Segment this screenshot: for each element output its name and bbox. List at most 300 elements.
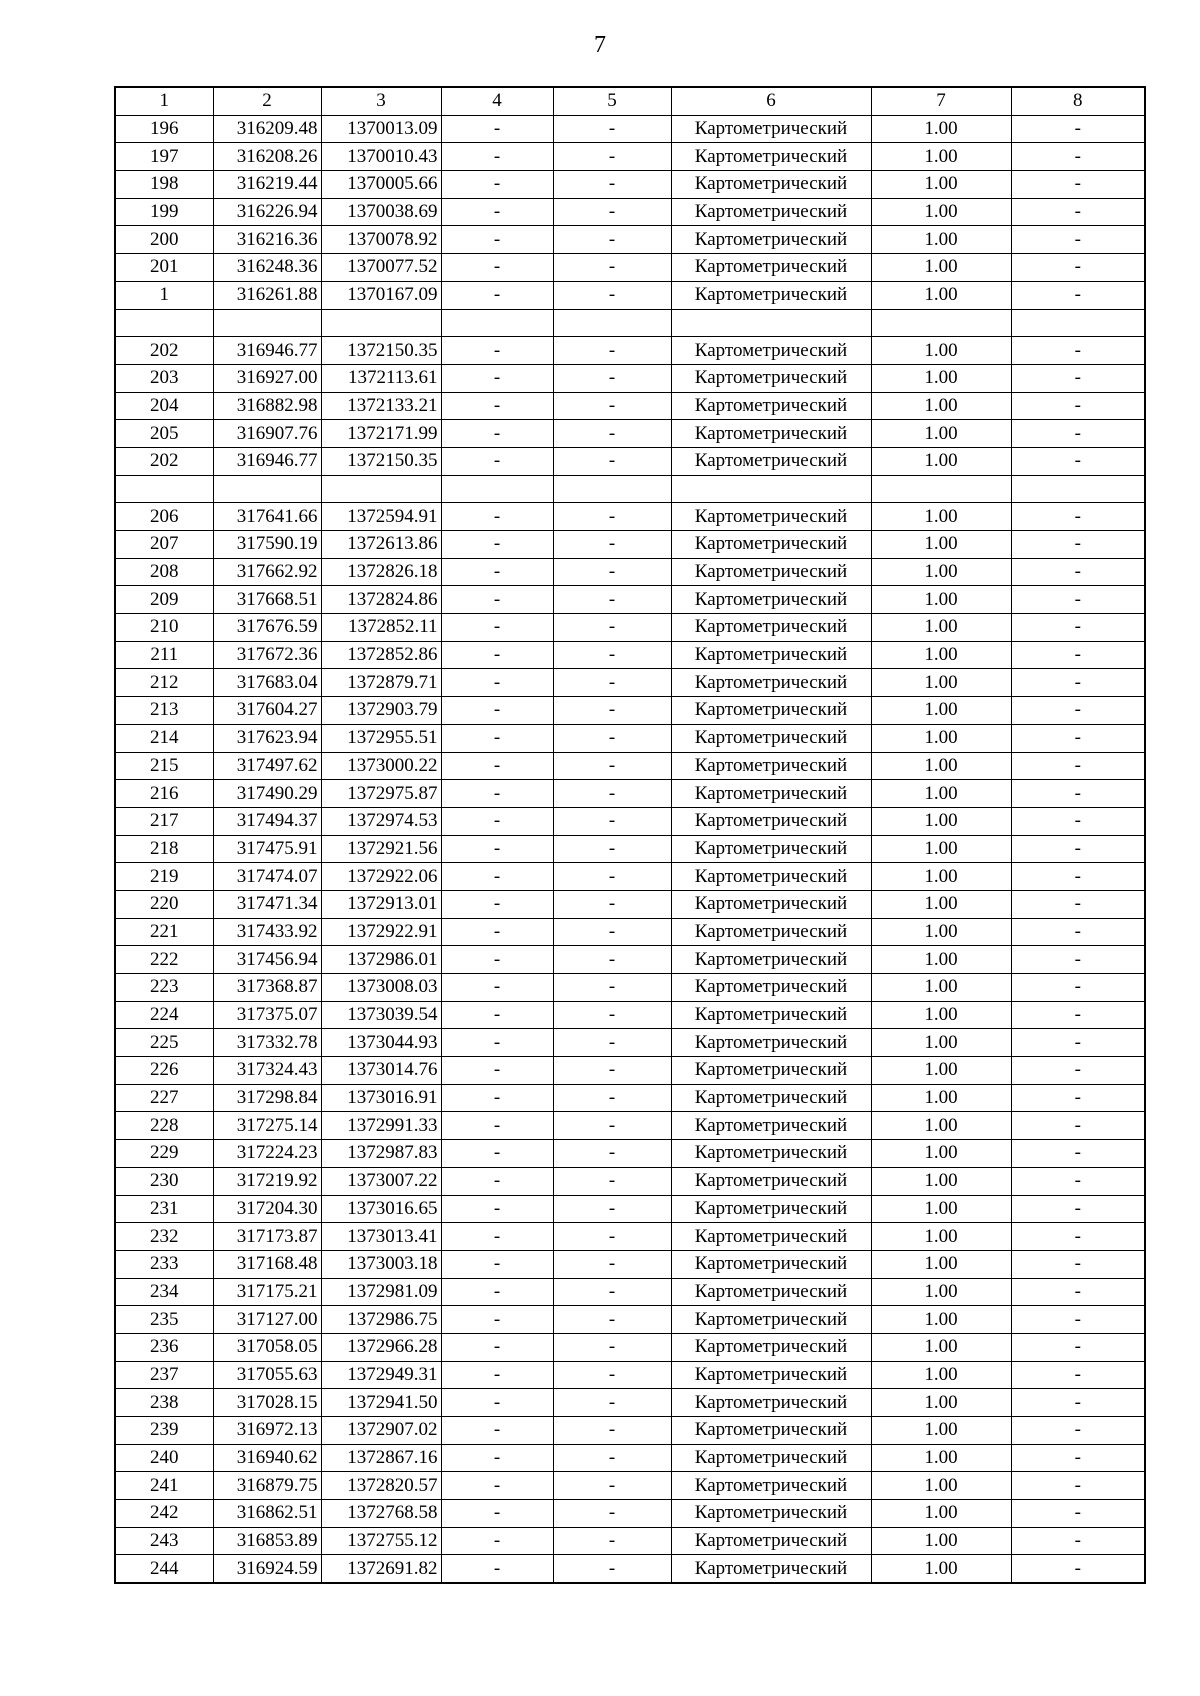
accuracy-cell: 1.00 [871,1112,1011,1140]
x-coordinate-cell: 317219.92 [213,1167,321,1195]
x-coordinate-cell: 317456.94 [213,946,321,974]
table-row [115,558,1145,586]
col5-cell: - [553,835,671,863]
y-coordinate-cell: 1373008.03 [321,974,441,1002]
col4-cell: - [441,586,553,614]
col5-cell: - [553,143,671,171]
y-coordinate-cell: 1372922.91 [321,918,441,946]
table-row [115,1195,1145,1223]
col5-cell: - [553,1389,671,1417]
col4-cell: - [441,392,553,420]
table-row [115,1167,1145,1195]
point-number-cell: 236 [115,1333,213,1361]
col4-cell: - [441,1555,553,1583]
x-coordinate-cell: 317474.07 [213,863,321,891]
table-row [115,974,1145,1002]
x-coordinate-cell: 316219.44 [213,171,321,199]
column-header-7: 7 [871,87,1011,115]
col5-cell: - [553,641,671,669]
col8-cell: - [1011,780,1145,808]
y-coordinate-cell: 1372991.33 [321,1112,441,1140]
x-coordinate-cell: 316226.94 [213,198,321,226]
col5-cell: - [553,752,671,780]
point-number-cell: 225 [115,1029,213,1057]
method-cell: Картометрический [671,1278,871,1306]
accuracy-cell: 1.00 [871,863,1011,891]
point-number-cell [115,309,213,337]
method-cell: Картометрический [671,1527,871,1555]
y-coordinate-cell: 1370167.09 [321,281,441,309]
accuracy-cell: 1.00 [871,503,1011,531]
col5-cell: - [553,281,671,309]
y-coordinate-cell: 1373044.93 [321,1029,441,1057]
x-coordinate-cell: 317662.92 [213,558,321,586]
method-cell: Картометрический [671,752,871,780]
x-coordinate-cell: 317475.91 [213,835,321,863]
y-coordinate-cell: 1372974.53 [321,807,441,835]
table-row [115,531,1145,559]
point-number-cell: 202 [115,337,213,365]
col4-cell: - [441,1112,553,1140]
accuracy-cell: 1.00 [871,697,1011,725]
col8-cell: - [1011,1472,1145,1500]
point-number-cell: 218 [115,835,213,863]
x-coordinate-cell: 317204.30 [213,1195,321,1223]
col8-cell [1011,309,1145,337]
col8-cell: - [1011,669,1145,697]
col5-cell: - [553,1001,671,1029]
table-row [115,447,1145,475]
table-row [115,1333,1145,1361]
accuracy-cell: 1.00 [871,1278,1011,1306]
col4-cell: - [441,1306,553,1334]
method-cell: Картометрический [671,586,871,614]
col4-cell: - [441,420,553,448]
col8-cell: - [1011,447,1145,475]
col5-cell: - [553,1112,671,1140]
method-cell: Картометрический [671,1250,871,1278]
accuracy-cell: 1.00 [871,614,1011,642]
col4-cell: - [441,226,553,254]
accuracy-cell: 1.00 [871,115,1011,143]
col4-cell: - [441,1029,553,1057]
col8-cell: - [1011,1029,1145,1057]
col4-cell: - [441,1195,553,1223]
method-cell: Картометрический [671,780,871,808]
col5-cell: - [553,586,671,614]
table-row [115,115,1145,143]
table-row [115,226,1145,254]
point-number-cell: 217 [115,807,213,835]
col8-cell: - [1011,115,1145,143]
x-coordinate-cell: 317368.87 [213,974,321,1002]
y-coordinate-cell: 1370005.66 [321,171,441,199]
col8-cell: - [1011,143,1145,171]
table-row [115,1306,1145,1334]
method-cell: Картометрический [671,974,871,1002]
y-coordinate-cell: 1372768.58 [321,1500,441,1528]
table-body [115,115,1145,1583]
point-number-cell: 231 [115,1195,213,1223]
point-number-cell: 214 [115,724,213,752]
x-coordinate-cell [213,309,321,337]
col8-cell: - [1011,1140,1145,1168]
col4-cell: - [441,614,553,642]
method-cell: Картометрический [671,364,871,392]
method-cell: Картометрический [671,558,871,586]
method-cell: Картометрический [671,1167,871,1195]
col4-cell: - [441,1167,553,1195]
col5-cell: - [553,1306,671,1334]
col8-cell: - [1011,697,1145,725]
table-row [115,1140,1145,1168]
col5-cell: - [553,1500,671,1528]
y-coordinate-cell: 1372987.83 [321,1140,441,1168]
y-coordinate-cell: 1372826.18 [321,558,441,586]
table-row [115,1417,1145,1445]
point-number-cell: 240 [115,1444,213,1472]
table-row [115,946,1145,974]
col8-cell: - [1011,807,1145,835]
x-coordinate-cell: 317127.00 [213,1306,321,1334]
y-coordinate-cell: 1370077.52 [321,254,441,282]
col5-cell: - [553,614,671,642]
x-coordinate-cell: 317668.51 [213,586,321,614]
method-cell: Картометрический [671,1500,871,1528]
table-row [115,254,1145,282]
col4-cell: - [441,281,553,309]
table-row [115,1361,1145,1389]
accuracy-cell: 1.00 [871,1084,1011,1112]
point-number-cell: 202 [115,447,213,475]
col8-cell: - [1011,254,1145,282]
point-number-cell: 197 [115,143,213,171]
x-coordinate-cell: 317676.59 [213,614,321,642]
col8-cell: - [1011,1057,1145,1085]
col8-cell: - [1011,171,1145,199]
method-cell: Картометрический [671,1195,871,1223]
col4-cell: - [441,337,553,365]
accuracy-cell: 1.00 [871,752,1011,780]
column-header-3: 3 [321,87,441,115]
y-coordinate-cell: 1373007.22 [321,1167,441,1195]
point-number-cell: 220 [115,890,213,918]
point-number-cell: 222 [115,946,213,974]
accuracy-cell: 1.00 [871,1057,1011,1085]
accuracy-cell: 1.00 [871,337,1011,365]
column-header-4: 4 [441,87,553,115]
accuracy-cell: 1.00 [871,1250,1011,1278]
col4-cell: - [441,752,553,780]
col8-cell: - [1011,558,1145,586]
table-row [115,337,1145,365]
point-number-cell: 238 [115,1389,213,1417]
col8-cell: - [1011,1084,1145,1112]
method-cell: Картометрический [671,1472,871,1500]
point-number-cell: 201 [115,254,213,282]
accuracy-cell: 1.00 [871,1306,1011,1334]
page-number: 7 [594,32,606,58]
accuracy-cell: 1.00 [871,724,1011,752]
col5-cell: - [553,890,671,918]
accuracy-cell: 1.00 [871,171,1011,199]
col5-cell [553,475,671,503]
y-coordinate-cell: 1372981.09 [321,1278,441,1306]
accuracy-cell: 1.00 [871,669,1011,697]
col5-cell: - [553,1057,671,1085]
coordinates-table [114,86,1146,1584]
x-coordinate-cell: 317494.37 [213,807,321,835]
x-coordinate-cell: 316946.77 [213,447,321,475]
x-coordinate-cell: 317332.78 [213,1029,321,1057]
table-row [115,1555,1145,1583]
accuracy-cell: 1.00 [871,364,1011,392]
col8-cell: - [1011,752,1145,780]
x-coordinate-cell: 316216.36 [213,226,321,254]
y-coordinate-cell: 1370013.09 [321,115,441,143]
col5-cell: - [553,171,671,199]
method-cell: Картометрический [671,807,871,835]
accuracy-cell: 1.00 [871,1500,1011,1528]
x-coordinate-cell: 317375.07 [213,1001,321,1029]
x-coordinate-cell: 317175.21 [213,1278,321,1306]
y-coordinate-cell: 1372922.06 [321,863,441,891]
col4-cell: - [441,835,553,863]
col8-cell: - [1011,918,1145,946]
col4-cell: - [441,780,553,808]
accuracy-cell: 1.00 [871,1361,1011,1389]
col8-cell: - [1011,724,1145,752]
method-cell: Картометрический [671,1001,871,1029]
y-coordinate-cell: 1373014.76 [321,1057,441,1085]
col8-cell: - [1011,1001,1145,1029]
table-row [115,171,1145,199]
accuracy-cell: 1.00 [871,392,1011,420]
table-row [115,641,1145,669]
col5-cell: - [553,1250,671,1278]
y-coordinate-cell: 1372913.01 [321,890,441,918]
col8-cell: - [1011,1112,1145,1140]
method-cell: Картометрический [671,1029,871,1057]
accuracy-cell: 1.00 [871,780,1011,808]
col8-cell: - [1011,1195,1145,1223]
point-number-cell: 207 [115,531,213,559]
col8-cell [1011,475,1145,503]
method-cell: Картометрический [671,226,871,254]
y-coordinate-cell: 1372691.82 [321,1555,441,1583]
accuracy-cell: 1.00 [871,1001,1011,1029]
col8-cell: - [1011,835,1145,863]
accuracy-cell: 1.00 [871,1333,1011,1361]
y-coordinate-cell: 1372941.50 [321,1389,441,1417]
col4-cell: - [441,254,553,282]
col5-cell: - [553,226,671,254]
method-cell [671,309,871,337]
x-coordinate-cell: 316972.13 [213,1417,321,1445]
col5-cell: - [553,1167,671,1195]
separator-row [115,475,1145,503]
point-number-cell: 228 [115,1112,213,1140]
accuracy-cell: 1.00 [871,420,1011,448]
table-row [115,1472,1145,1500]
col5-cell [553,309,671,337]
table-row [115,198,1145,226]
y-coordinate-cell: 1372824.86 [321,586,441,614]
table-row [115,724,1145,752]
point-number-cell: 204 [115,392,213,420]
y-coordinate-cell: 1372955.51 [321,724,441,752]
col4-cell: - [441,1057,553,1085]
point-number-cell: 199 [115,198,213,226]
accuracy-cell: 1.00 [871,890,1011,918]
method-cell: Картометрический [671,890,871,918]
x-coordinate-cell: 316907.76 [213,420,321,448]
y-coordinate-cell: 1372879.71 [321,669,441,697]
col5-cell: - [553,337,671,365]
col4-cell: - [441,890,553,918]
accuracy-cell: 1.00 [871,254,1011,282]
method-cell: Картометрический [671,143,871,171]
col5-cell: - [553,1223,671,1251]
point-number-cell: 241 [115,1472,213,1500]
point-number-cell: 205 [115,420,213,448]
point-number-cell: 203 [115,364,213,392]
col4-cell: - [441,143,553,171]
table-row [115,1223,1145,1251]
col8-cell: - [1011,1389,1145,1417]
col8-cell: - [1011,1444,1145,1472]
table-row [115,1527,1145,1555]
col5-cell: - [553,1472,671,1500]
accuracy-cell: 1.00 [871,1195,1011,1223]
accuracy-cell: 1.00 [871,1472,1011,1500]
col5-cell: - [553,420,671,448]
x-coordinate-cell: 316882.98 [213,392,321,420]
x-coordinate-cell: 317433.92 [213,918,321,946]
method-cell: Картометрический [671,1306,871,1334]
method-cell: Картометрический [671,392,871,420]
y-coordinate-cell: 1372133.21 [321,392,441,420]
accuracy-cell: 1.00 [871,1029,1011,1057]
x-coordinate-cell: 316208.26 [213,143,321,171]
col4-cell: - [441,1250,553,1278]
accuracy-cell: 1.00 [871,281,1011,309]
col8-cell: - [1011,1278,1145,1306]
y-coordinate-cell [321,309,441,337]
col4-cell: - [441,503,553,531]
col8-cell: - [1011,1417,1145,1445]
col8-cell: - [1011,531,1145,559]
point-number-cell: 234 [115,1278,213,1306]
point-number-cell: 209 [115,586,213,614]
method-cell: Картометрический [671,447,871,475]
point-number-cell: 200 [115,226,213,254]
accuracy-cell: 1.00 [871,1444,1011,1472]
col4-cell: - [441,1389,553,1417]
col4-cell: - [441,1444,553,1472]
x-coordinate-cell: 317324.43 [213,1057,321,1085]
accuracy-cell: 1.00 [871,447,1011,475]
x-coordinate-cell: 316862.51 [213,1500,321,1528]
column-header-5: 5 [553,87,671,115]
method-cell: Картометрический [671,1333,871,1361]
x-coordinate-cell: 316261.88 [213,281,321,309]
x-coordinate-cell: 317058.05 [213,1333,321,1361]
y-coordinate-cell: 1372113.61 [321,364,441,392]
accuracy-cell [871,475,1011,503]
col5-cell: - [553,780,671,808]
x-coordinate-cell: 317604.27 [213,697,321,725]
y-coordinate-cell: 1372613.86 [321,531,441,559]
table-row [115,1057,1145,1085]
table-row [115,281,1145,309]
y-coordinate-cell: 1372150.35 [321,337,441,365]
col8-cell: - [1011,1527,1145,1555]
x-coordinate-cell: 317055.63 [213,1361,321,1389]
y-coordinate-cell: 1372903.79 [321,697,441,725]
accuracy-cell: 1.00 [871,918,1011,946]
col4-cell: - [441,946,553,974]
col4-cell: - [441,1472,553,1500]
x-coordinate-cell: 316946.77 [213,337,321,365]
col4-cell: - [441,558,553,586]
point-number-cell: 224 [115,1001,213,1029]
x-coordinate-cell: 317683.04 [213,669,321,697]
x-coordinate-cell: 317173.87 [213,1223,321,1251]
col4-cell: - [441,531,553,559]
point-number-cell: 219 [115,863,213,891]
col4-cell: - [441,669,553,697]
x-coordinate-cell: 317623.94 [213,724,321,752]
table-row [115,890,1145,918]
col5-cell: - [553,1361,671,1389]
col8-cell: - [1011,1167,1145,1195]
accuracy-cell: 1.00 [871,974,1011,1002]
col5-cell: - [553,115,671,143]
accuracy-cell: 1.00 [871,558,1011,586]
x-coordinate-cell: 316927.00 [213,364,321,392]
table-row [115,503,1145,531]
method-cell: Картометрический [671,254,871,282]
point-number-cell: 226 [115,1057,213,1085]
y-coordinate-cell: 1372975.87 [321,780,441,808]
x-coordinate-cell: 316248.36 [213,254,321,282]
method-cell: Картометрический [671,1140,871,1168]
accuracy-cell: 1.00 [871,1555,1011,1583]
col4-cell: - [441,447,553,475]
x-coordinate-cell: 317490.29 [213,780,321,808]
col5-cell: - [553,1029,671,1057]
col5-cell: - [553,558,671,586]
col5-cell: - [553,946,671,974]
col8-cell: - [1011,281,1145,309]
point-number-cell: 227 [115,1084,213,1112]
x-coordinate-cell: 317168.48 [213,1250,321,1278]
col8-cell: - [1011,364,1145,392]
col4-cell [441,309,553,337]
x-coordinate-cell: 317590.19 [213,531,321,559]
point-number-cell: 230 [115,1167,213,1195]
col4-cell: - [441,974,553,1002]
y-coordinate-cell: 1373039.54 [321,1001,441,1029]
col4-cell: - [441,1361,553,1389]
method-cell: Картометрический [671,918,871,946]
point-number-cell: 221 [115,918,213,946]
accuracy-cell: 1.00 [871,641,1011,669]
method-cell: Картометрический [671,1223,871,1251]
method-cell: Картометрический [671,1389,871,1417]
point-number-cell: 244 [115,1555,213,1583]
